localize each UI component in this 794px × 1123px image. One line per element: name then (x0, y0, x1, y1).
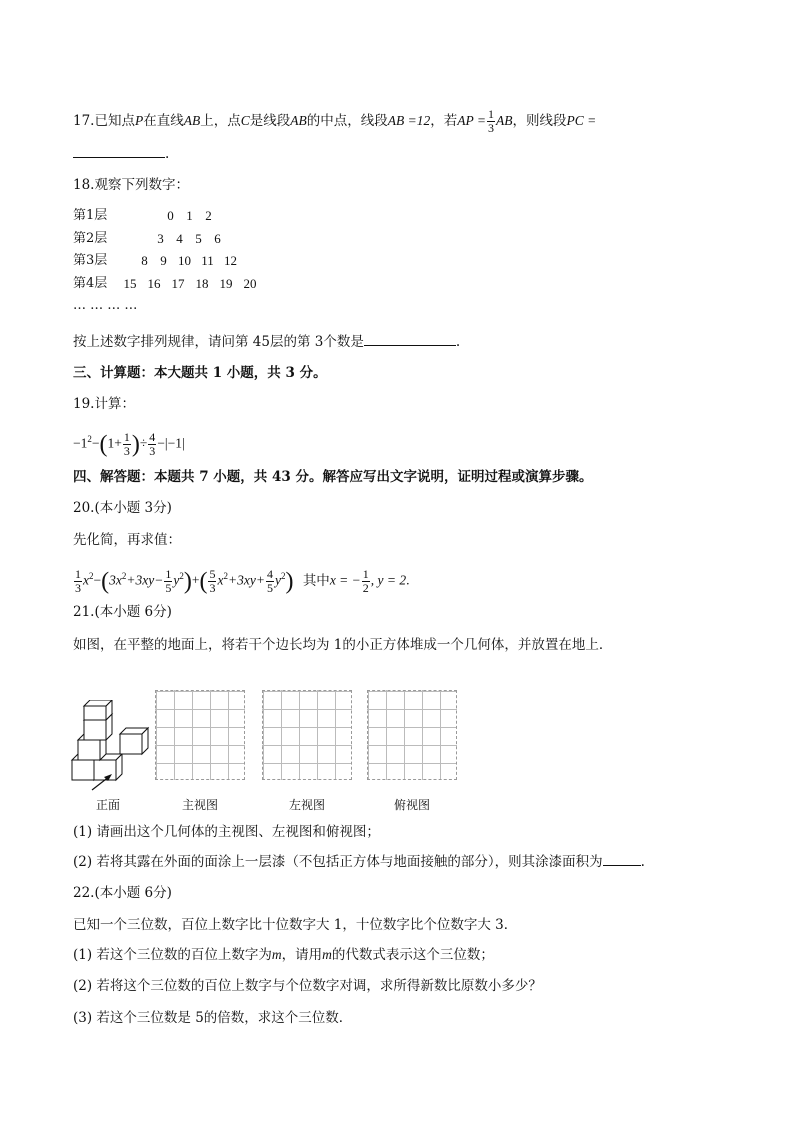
q20-instruction: 先化简，再求值： (73, 532, 181, 548)
q18-question: 按上述数字排列规律，请问第 45层的第 3个数是 . (73, 334, 461, 350)
cube-stack-figure (66, 700, 152, 792)
q22-part3: (3) 若这个三位数是 5的倍数，求这个三位数． (73, 1010, 353, 1026)
q17-line: 17.已知点P在直线AB上，点C是线段AB的中点，线段AB =12，若AP = $\frac{1}{3}$ AB，则线段PC = (73, 107, 597, 135)
caption-top-view: 俯视图 (394, 798, 431, 812)
left-view-grid[interactable] (262, 690, 352, 780)
caption-front-view: 主视图 (182, 798, 219, 812)
q18-title: 18.观察下列数字： (73, 177, 189, 193)
q17-answer-line: . (73, 145, 169, 163)
caption-left-view: 左视图 (289, 798, 326, 812)
top-view-grid[interactable] (367, 690, 457, 780)
q19-expression: $-1^2-(1+$ $\frac{1}{3}$ )÷ $\frac{4}{3}$ −|−1| (73, 429, 185, 458)
q21-description: 如图，在平整的地面上，将若干个边长均为 1的小正方体堆成一个几何体，并放置在地上． (73, 637, 613, 653)
q22-title: 22.(本小题 6分) (73, 885, 172, 901)
caption-front: 正面 (96, 798, 121, 812)
answer-blank (603, 853, 641, 866)
q22-description: 已知一个三位数，百位上数字比十位数字大 1，十位数字比个位数字大 3． (73, 917, 518, 933)
q21-title: 21.(本小题 6分) (73, 604, 172, 620)
q22-part1: (1) 若这个三位数的百位上数字为m，请用m的代数式表示这个三位数； (73, 947, 494, 963)
section-3-heading: 三、计算题：本大题共 1 小题，共 3 分。 (73, 365, 327, 381)
fraction: $\frac{1}{3}$ (487, 107, 494, 135)
q20-title: 20.(本小题 3分) (73, 500, 172, 516)
q19-title: 19.计算： (73, 396, 135, 412)
q22-part2: (2) 若将这个三位数的百位上数字与个位数字对调，求所得新数比原数小多少？ (73, 978, 542, 994)
q21-part2: (2) 若将其露在外面的面涂上一层漆（不包括正方体与地面接触的部分），则其涂漆面积为 . (73, 854, 645, 870)
q21-part1: (1) 请画出这个几何体的主视图、左视图和俯视图； (73, 824, 380, 840)
q20-expression: $\frac{1}{3}$ $x^2-(3x^2+3xy-$ $\frac{1}{5}$ $y^2)+$( $\frac{5}{3}$ $x^2+3xy+$ $\frac{4}{5}$ $y^2$) 其中x = − $\frac{1}{2}$ , y = 2. (75, 566, 410, 595)
answer-blank (73, 145, 165, 158)
answer-blank (364, 333, 456, 346)
front-view-grid[interactable] (155, 690, 245, 780)
section-4-heading: 四、解答题：本题共 7 小题，共 43 分。解答应写出文字说明，证明过程或演算步骤。 (73, 469, 593, 485)
